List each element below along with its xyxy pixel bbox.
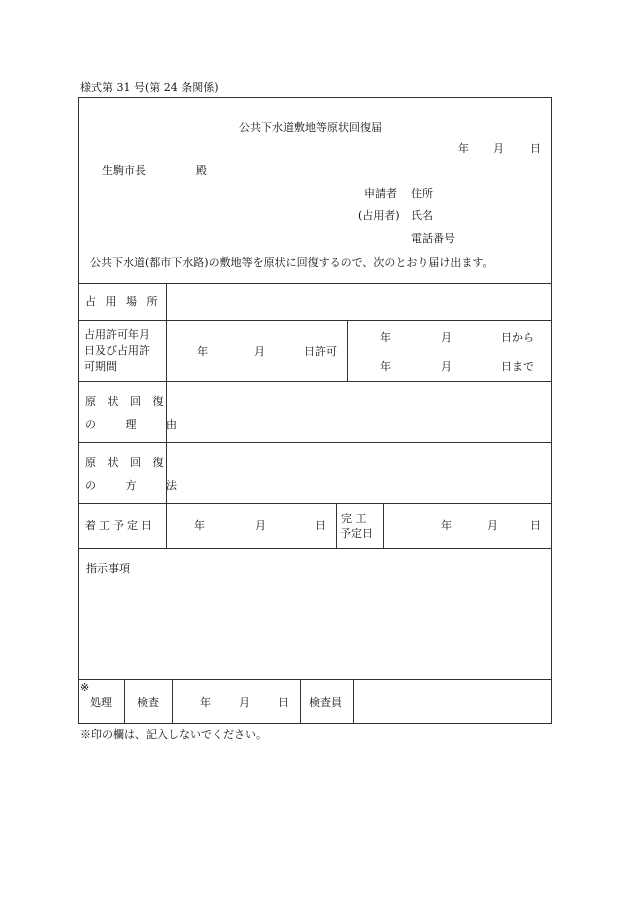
start-year: 年: [194, 519, 205, 532]
office-divider: [353, 679, 354, 724]
inspector-label: 検査員: [309, 696, 342, 709]
reason-field[interactable]: [167, 382, 551, 442]
office-divider: [300, 679, 301, 724]
occupant-label: (占用者): [358, 209, 400, 222]
row-line: [78, 503, 552, 504]
instructions-field[interactable]: [79, 549, 551, 679]
applicant-label: 申請者: [364, 187, 397, 200]
address-label: 住所: [411, 187, 433, 200]
row-line: [78, 679, 552, 680]
location-field[interactable]: [167, 284, 551, 320]
processing-label: 処理: [90, 696, 112, 709]
permit-day: 日許可: [304, 345, 337, 358]
office-mark: ※: [80, 681, 90, 694]
complete-divider-left: [336, 503, 337, 548]
date-year: 年: [458, 142, 469, 155]
row-line: [78, 320, 552, 321]
phone-label: 電話番号: [411, 232, 455, 245]
method-label-1: 原 状 回 復: [85, 456, 168, 469]
office-divider: [172, 679, 173, 724]
start-label: 着工予定日: [85, 519, 155, 532]
from-year: 年: [380, 331, 391, 344]
location-label: 占 用 場 所: [85, 295, 161, 308]
permit-label-2: 日及び占用許: [84, 344, 150, 357]
complete-label-1: 完 工: [341, 512, 367, 525]
permit-label-3: 可期間: [84, 360, 117, 373]
complete-divider-right: [383, 503, 384, 548]
name-label: 氏名: [411, 209, 433, 222]
office-month: 月: [239, 696, 250, 709]
to-month: 月: [441, 360, 452, 373]
permit-divider: [347, 320, 348, 381]
to-year: 年: [380, 360, 391, 373]
office-year: 年: [200, 696, 211, 709]
to-day: 日まで: [501, 360, 534, 373]
reason-label-2: の 理 由: [85, 418, 190, 431]
permit-label-1: 占用許可年月: [84, 328, 150, 341]
from-day: 日から: [501, 331, 534, 344]
date-day: 日: [530, 142, 541, 155]
reason-label-1: 原 状 回 復: [85, 395, 168, 408]
method-field[interactable]: [167, 443, 551, 503]
form-number: 様式第 31 号(第 24 条関係): [80, 81, 219, 94]
complete-day: 日: [530, 519, 541, 532]
instructions-label: 指示事項: [86, 562, 130, 575]
statement: 公共下水道(都市下水路)の敷地等を原状に回復するので、次のとおり届け出ます。: [90, 256, 494, 269]
addressee-honorific: 殿: [196, 164, 207, 177]
office-divider: [124, 679, 125, 724]
addressee-name: 生駒市長: [102, 164, 146, 177]
start-day: 日: [315, 519, 326, 532]
inspection-label: 検査: [137, 696, 159, 709]
start-month: 月: [255, 519, 266, 532]
complete-year: 年: [441, 519, 452, 532]
method-label-2: の 方 法: [85, 479, 190, 492]
footnote: ※印の欄は、記入しないでください。: [80, 728, 267, 741]
office-day: 日: [278, 696, 289, 709]
form-title: 公共下水道敷地等原状回復届: [239, 121, 382, 134]
complete-label-2: 予定日: [340, 527, 373, 540]
from-month: 月: [441, 331, 452, 344]
permit-year: 年: [197, 345, 208, 358]
permit-month: 月: [254, 345, 265, 358]
date-month: 月: [493, 142, 504, 155]
complete-month: 月: [487, 519, 498, 532]
